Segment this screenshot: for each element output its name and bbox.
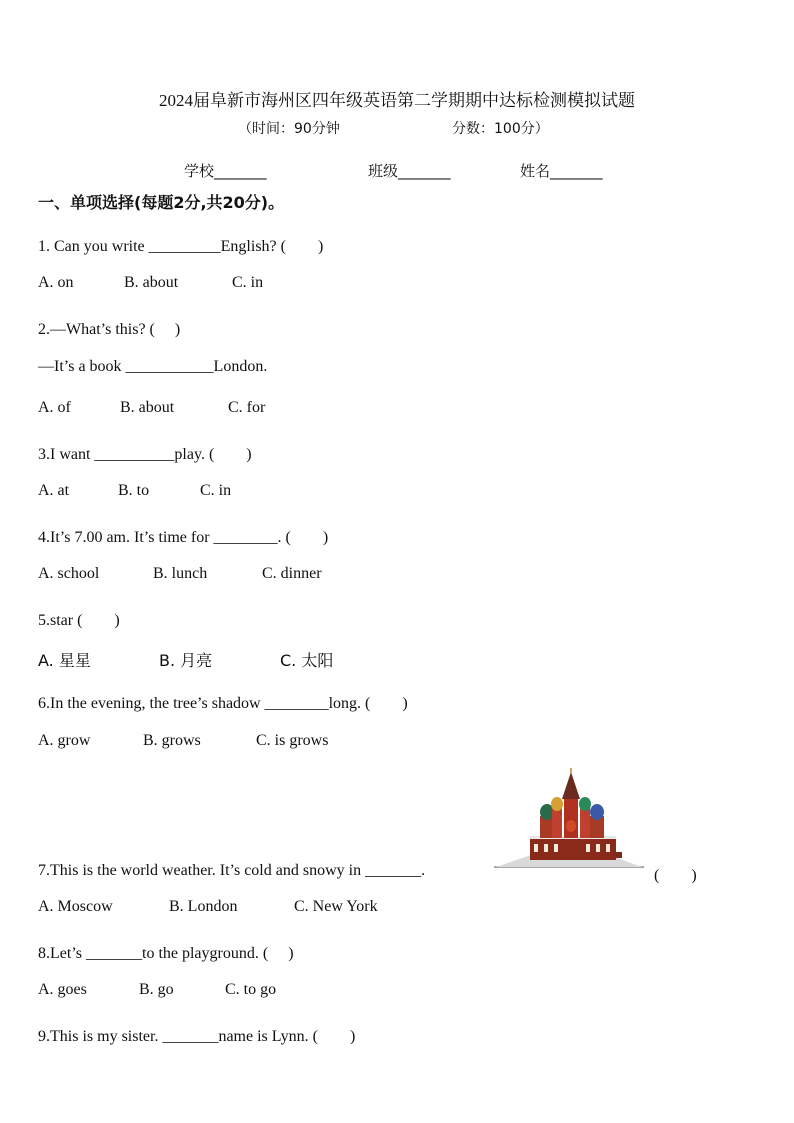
option-a: A. Moscow: [38, 898, 113, 915]
class-field: 班级_______: [368, 162, 451, 180]
option-a: A. goes: [38, 981, 87, 998]
option-b: B. about: [120, 399, 175, 416]
option-a: A. of: [38, 399, 71, 416]
option-c: C. New York: [294, 898, 378, 915]
question-4: 4.It’s 7.00 am. It’s time for ________. ( ): [38, 529, 329, 546]
option-a: A. school: [38, 565, 100, 582]
option-b: B. grows: [143, 732, 201, 749]
school-field: 学校_______: [184, 162, 267, 180]
option-c: C. 太阳: [280, 651, 334, 670]
section-title: 一、单项选择(每题2分,共20分)。: [38, 193, 285, 212]
question-6-options: [38, 732, 328, 750]
question-7-options: [38, 898, 378, 916]
question-6: 6.In the evening, the tree’s shadow ________long. ( ): [38, 695, 408, 712]
question-8-options: [38, 981, 276, 999]
question-4-options: [38, 565, 322, 583]
name-field: 姓名_______: [520, 162, 603, 180]
question-2: 2.—What’s this? ( ): [38, 321, 181, 338]
option-b: B. about: [124, 274, 179, 291]
question-1: 1. Can you write _________English? ( ): [38, 238, 324, 255]
option-c: C. is grows: [256, 732, 329, 749]
question-1-options: [38, 274, 263, 292]
option-c: C. dinner: [262, 565, 322, 582]
exam-time: （时间：90分钟: [238, 121, 340, 137]
question-7-answer-paren: ( ): [654, 867, 697, 884]
question-9: 9.This is my sister. _______name is Lynn. ( ): [38, 1028, 356, 1045]
exam-score: 分数：100分）: [452, 121, 549, 137]
option-c: C. in: [200, 482, 232, 499]
option-a: A. grow: [38, 732, 91, 749]
question-8: 8.Let’s _______to the playground. ( ): [38, 945, 294, 962]
question-7: 7.This is the world weather. It’s cold and snowy in _______.: [38, 862, 426, 879]
option-a: A. 星星: [38, 651, 91, 670]
question-3: 3.I want __________play. ( ): [38, 446, 252, 463]
moscow-cathedral-image: [494, 768, 644, 872]
exam-title: 2024届阜新市海州区四年级英语第二学期期中达标检测模拟试题: [159, 91, 635, 110]
option-c: C. in: [232, 274, 264, 291]
question-2-options: [38, 399, 265, 417]
option-b: B. 月亮: [159, 651, 213, 670]
question-5: 5.star ( ): [38, 612, 120, 629]
option-b: B. lunch: [153, 565, 208, 582]
option-a: A. at: [38, 482, 70, 499]
option-b: B. London: [169, 898, 238, 915]
question-2-line2: —It’s a book ___________London.: [38, 358, 268, 375]
option-c: C. to go: [225, 981, 277, 998]
option-b: B. to: [118, 482, 150, 499]
question-3-options: [38, 482, 231, 500]
option-b: B. go: [139, 981, 174, 998]
question-5-options: [38, 648, 333, 671]
option-a: A. on: [38, 274, 74, 291]
option-c: C. for: [228, 399, 266, 416]
